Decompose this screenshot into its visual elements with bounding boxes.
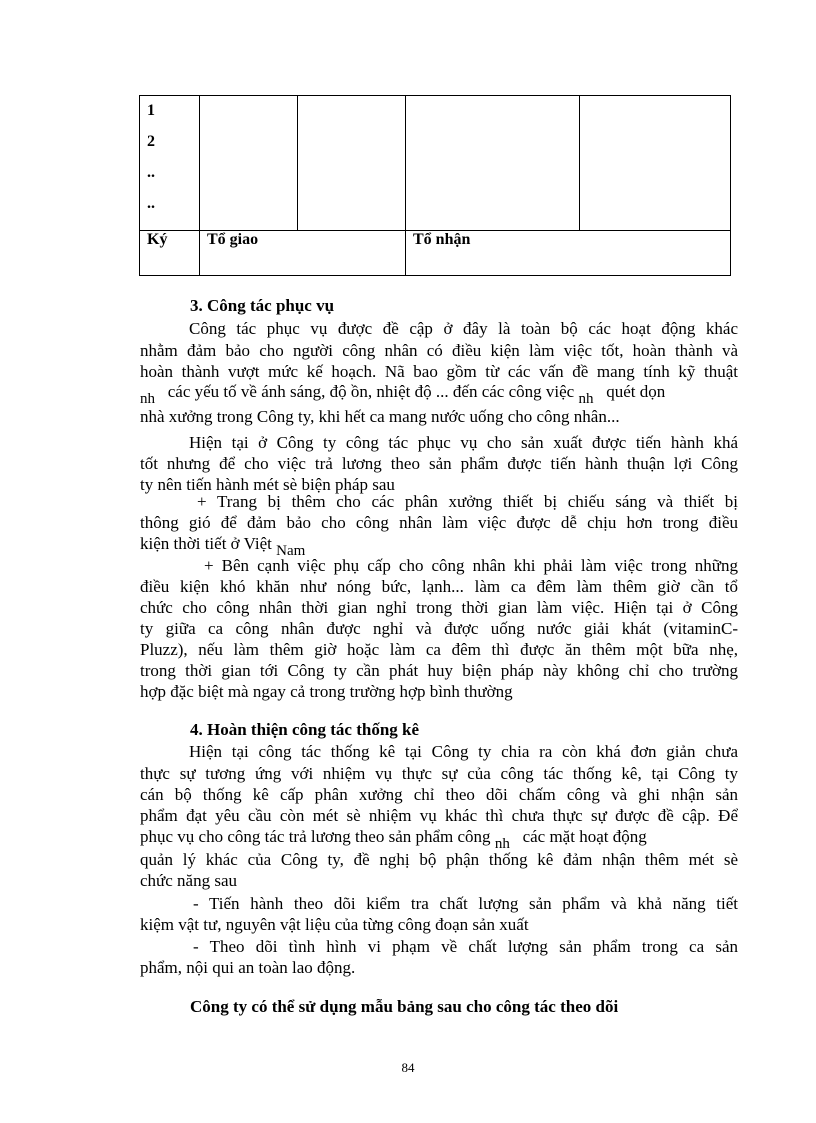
fragment: các mặt hoạt động <box>522 827 647 846</box>
text-line: phẩm đạt yêu cầu còn mét sè nhiệm vụ khác thì chưa thực sự được đề cập. Để <box>140 806 738 825</box>
text-line: chức cho công nhân thời gian nghỉ trong thời gian làm việc. Hiện tại ở Công <box>140 598 738 617</box>
fragment: phục vụ cho công tác trả lương theo sản phẩm công <box>140 827 491 846</box>
text-line: ty nên tiến hành mét sè biện pháp sau <box>140 475 395 494</box>
text-line: + Trang bị thêm cho các phân xưởng thiết bị chiếu sáng và thiết bị <box>197 492 738 511</box>
fragment: quét dọn <box>606 382 666 401</box>
table-cell <box>200 96 298 231</box>
closing-heading: Công ty có thể sử dụng mẫu bảng sau cho công tác theo dõi <box>190 997 619 1016</box>
text-line: Pluzz), nếu làm thêm giờ hoặc làm ca đêm thì được ăn thêm một bữa nhẹ, <box>140 640 738 659</box>
tracking-table <box>139 95 731 276</box>
text-line: Hiện tại công tác thống kê tại Công ty chia ra còn khá đơn giản chưa <box>189 742 738 761</box>
text-line: thực sự tương ứng với nhiệm vụ thực sự của công tác thống kê, tại Công ty <box>140 764 738 783</box>
fragment: nh <box>494 836 510 852</box>
fragment: các yếu tố về ánh sáng, độ ồn, nhiệt độ ... đến các công việc <box>167 382 575 401</box>
table-cell <box>298 96 406 231</box>
fragment: nh <box>140 391 155 407</box>
text-line: hoàn thành vượt mức kế hoạch. Nã bao gồm từ các vấn đề mang tính kỹ thuật <box>140 362 738 381</box>
row-number-cell <box>140 96 200 231</box>
text-line: trong thời gian tới Công ty cần phát huy biện pháp này không chỉ cho trường <box>140 661 738 680</box>
text-line: cán bộ thống kê cấp phân xưởng chỉ theo dõi chấm công và ghi nhận sản <box>140 785 738 804</box>
text-line <box>140 827 647 852</box>
text-line: Hiện tại ở Công ty công tác phục vụ cho sản xuất được tiến hành khá <box>189 433 738 452</box>
giver-label: Tổ giao <box>200 231 406 276</box>
row-number: 2 <box>147 133 155 150</box>
text-line: chức năng sau <box>140 871 238 890</box>
text-line: - Theo dõi tình hình vi phạm về chất lượng sản phẩm trong ca sản <box>193 937 738 956</box>
text-line: nhà xưởng trong Công ty, khi hết ca mang nước uống cho công nhân... <box>140 407 620 426</box>
text-line: phẩm, nội qui an toàn lao động. <box>140 958 356 977</box>
table-cell <box>406 96 580 231</box>
text-line <box>140 382 666 407</box>
fragment: kiện thời tiết ở Việt <box>140 534 272 553</box>
section3-heading: 3. Công tác phục vụ <box>190 296 335 315</box>
text-line <box>140 534 306 559</box>
text-line: ty giữa ca công nhân được nghỉ và được uống nước giải khát (vitaminC- <box>140 619 738 638</box>
text-line: quản lý khác của Công ty, đề nghị bộ phận thống kê đảm nhận thêm mét sè <box>140 850 738 869</box>
text-line: điều kiện khó khăn như nóng bức, lạnh... làm ca đêm làm thêm giờ cần tổ <box>140 577 738 596</box>
row-number: .. <box>147 195 155 212</box>
sign-label: Ký <box>140 231 200 276</box>
text-line: nhằm đảm bảo cho người công nhân có điều kiện làm việc tốt, hoàn thành và <box>140 341 738 360</box>
text-line: tốt nhưng để cho việc trả lương theo sản phẩm được tiến hành thuận lợi Công <box>140 454 738 473</box>
text-line: hợp đặc biệt mà ngay cả trong trường hợp bình thường <box>140 682 513 701</box>
fragment: nh <box>578 391 594 407</box>
receiver-label: Tổ nhận <box>406 231 731 276</box>
page-number: 84 <box>401 1060 415 1075</box>
text-line: Công tác phục vụ được đề cập ở đây là toàn bộ các hoạt động khác <box>189 319 738 338</box>
text-line: + Bên cạnh việc phụ cấp cho công nhân khi phải làm việc trong những <box>204 556 738 575</box>
text-line: kiệm vật tư, nguyên vật liệu của từng công đoạn sản xuất <box>140 915 529 934</box>
section4-heading: 4. Hoàn thiện công tác thống kê <box>190 720 420 739</box>
row-number: 1 <box>147 102 155 119</box>
text-line: thông gió để đảm bảo cho công nhân làm việc được dễ chịu hơn trong điều <box>140 513 738 532</box>
text-line: - Tiến hành theo dõi kiểm tra chất lượng sản phẩm và khả năng tiết <box>193 894 738 913</box>
table-cell <box>580 96 731 231</box>
fragment: Nam <box>276 543 306 559</box>
row-number: .. <box>147 164 155 181</box>
